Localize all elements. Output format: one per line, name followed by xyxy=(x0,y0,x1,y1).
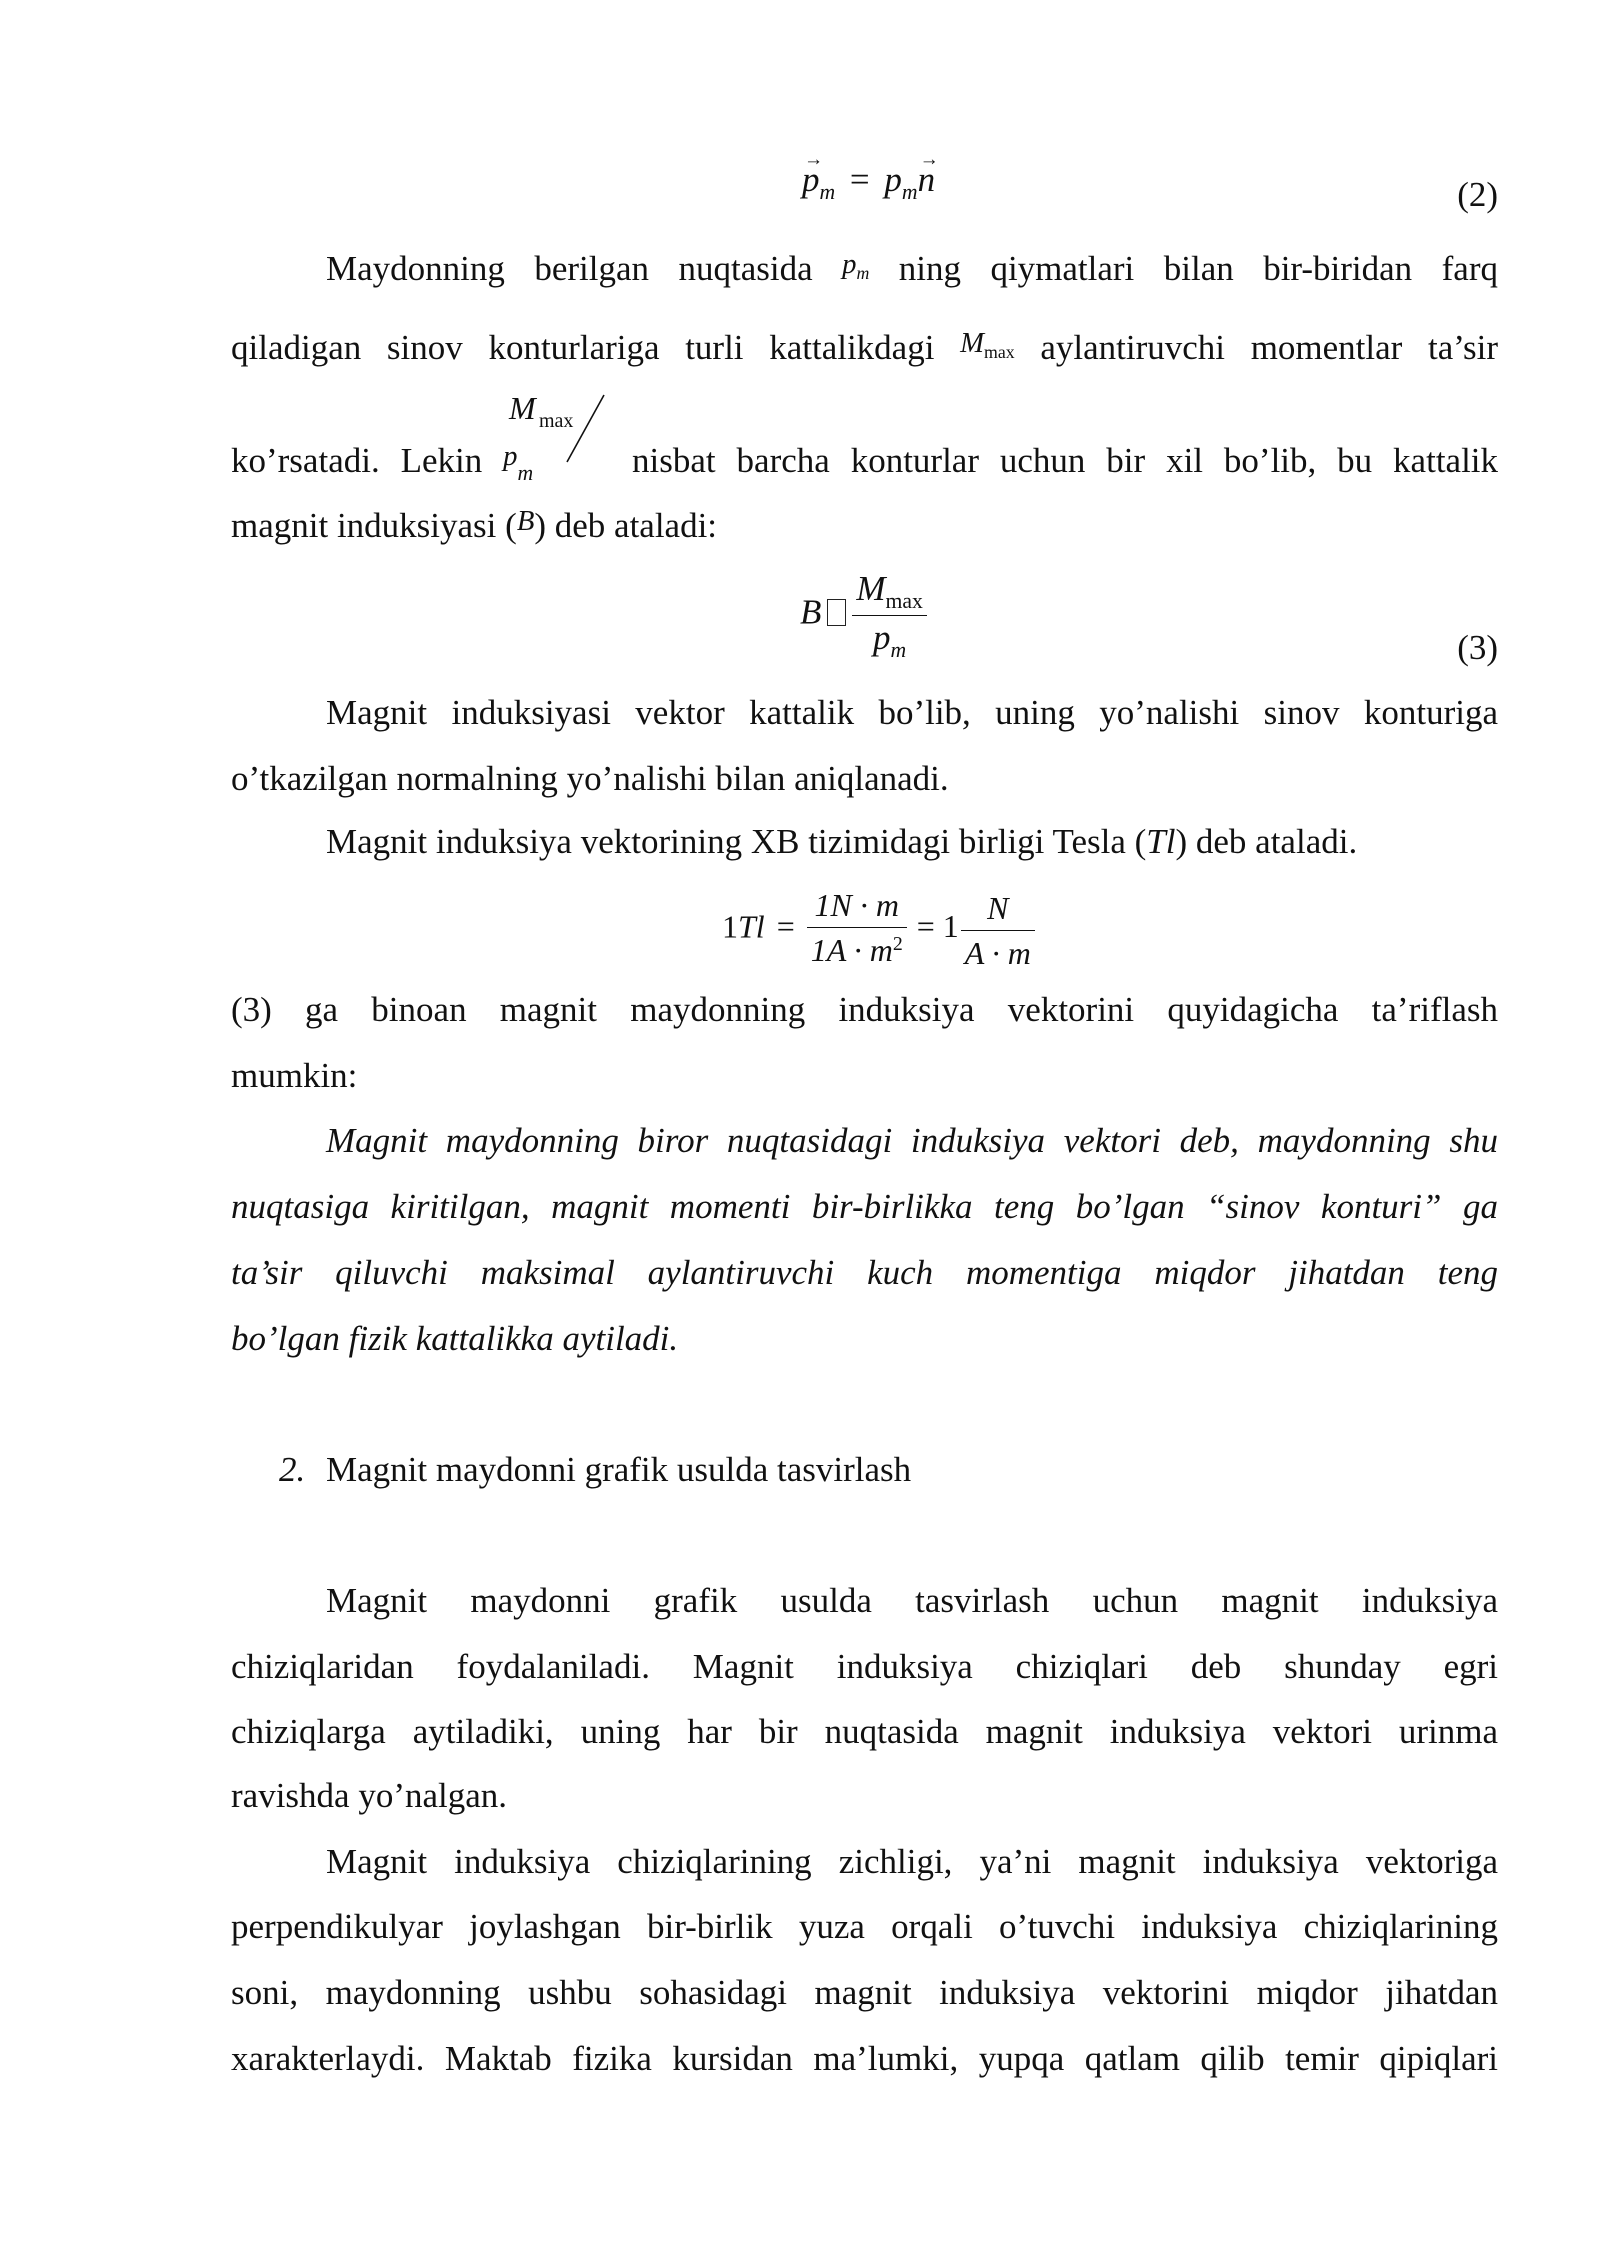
paragraph-line xyxy=(231,324,1498,372)
symbol-mmax: Mmax xyxy=(960,326,1015,363)
fraction: $\frac{1N \cdot m}{1A \cdot m^2}$ xyxy=(807,883,907,977)
paragraph-line: mumkin: xyxy=(231,1056,358,1095)
paragraph-line xyxy=(326,818,1593,866)
paragraph-line: Magnit induksiya chiziqlarining zichligi, ya’ni magnit induksiya vektoriga xyxy=(326,1842,1498,1881)
text: ) deb ataladi: xyxy=(534,506,718,545)
frac-denominator: $^p_m$ xyxy=(503,439,534,485)
paragraph-line xyxy=(326,245,1498,293)
text: ko’rsatadi. Lekin xyxy=(231,441,483,480)
fraction: $\frac{N}{A \cdot m}$ xyxy=(961,886,1035,975)
unit-tl: Tl xyxy=(1146,822,1176,861)
unit-tl: Tl xyxy=(738,908,765,945)
equation-tesla xyxy=(722,883,1035,977)
equation-3 xyxy=(800,567,927,664)
paragraph-line: o’tkazilgan normalning yo’nalishi bilan aniqlanadi. xyxy=(231,759,949,798)
symbol-b: B xyxy=(516,504,535,537)
definition-line: Magnit maydonning biror nuqtasidagi induksiya vektori deb, maydonning shu xyxy=(326,1121,1498,1160)
section-heading xyxy=(279,1446,1546,1494)
paragraph-line: xarakterlaydi. Maktab fizika kursidan ma’lumki, yupqa qatlam qilib temir qipiqlari xyxy=(231,2039,1498,2078)
text: 1 xyxy=(722,908,738,945)
vector-n: → n xyxy=(918,158,936,202)
equals-sign: = xyxy=(776,908,795,945)
scalar-p: p xyxy=(884,160,902,199)
text: qiladigan sinov konturlariga turli kattalikdagi xyxy=(231,328,935,367)
missing-glyph-box xyxy=(827,599,846,626)
paragraph-line: chiziqlarga aytiladiki, uning har bir nuqtasida magnit induksiya vektori urinma xyxy=(231,1712,1498,1751)
paragraph-line: Magnit induksiyasi vektor kattalik bo’lib, uning yo’nalishi sinov konturiga xyxy=(326,693,1498,732)
text: nisbat barcha konturlar uchun bir xil bo’lib, bu kattalik xyxy=(632,441,1499,480)
symbol-pm: pm xyxy=(842,247,870,284)
definition-line: bo’lgan fizik kattalikka aytiladi. xyxy=(231,1319,679,1358)
definition-line: ta’sir qiluvchi maksimal aylantiruvchi kuch momentiga miqdor jihatdan teng xyxy=(231,1253,1498,1292)
paragraph-line xyxy=(231,437,1498,485)
paragraph-line: Magnit maydonni grafik usulda tasvirlash uchun magnit induksiya xyxy=(326,1581,1498,1620)
frac-numerator-sub: max xyxy=(539,410,574,432)
paragraph-line: (3) ga binoan magnit maydonning induksiya vektorini quyidagicha ta’riflash xyxy=(231,990,1498,1029)
text: aylantiruvchi momentlar ta’sir xyxy=(1040,328,1498,367)
subscript-m: m xyxy=(819,179,836,204)
fraction: $\frac{M_{max}}{p_m}$ xyxy=(852,567,927,664)
paragraph-line xyxy=(231,502,1498,550)
vector-p: → p xyxy=(802,158,820,202)
text: ning qiymatlari bilan bir-biridan farq xyxy=(898,249,1498,288)
section-title: Magnit maydonni grafik usulda tasvirlash xyxy=(326,1450,912,1489)
paragraph-line: perpendikulyar joylashgan bir-birlik yuza orqali o’tuvchi induksiya chiziqlarining xyxy=(231,1907,1498,1946)
paragraph-line: soni, maydonning ushbu sohasidagi magnit induksiya vektorini miqdor jihatdan xyxy=(231,1973,1498,2012)
frac-numerator: M xyxy=(509,390,536,426)
paragraph-line: chiziqlaridan foydalaniladi. Magnit induksiya chiziqlari deb shunday egri xyxy=(231,1647,1498,1686)
equation-number: (3) xyxy=(1457,628,1498,667)
text: magnit induksiyasi ( xyxy=(231,506,517,545)
section-number: 2. xyxy=(279,1450,306,1489)
paragraph-line: ravishda yo’nalgan. xyxy=(231,1776,508,1815)
text: Maydonning berilgan nuqtasida xyxy=(326,249,813,288)
subscript-m: m xyxy=(901,179,918,204)
equals-sign: = 1 xyxy=(916,908,959,945)
symbol-b: B xyxy=(800,592,822,632)
definition-line: nuqtasiga kiritilgan, magnit momenti bir-birlikka teng bo’lgan “sinov konturi” ga xyxy=(231,1187,1498,1226)
equation-2 xyxy=(802,158,935,206)
equals-sign: = xyxy=(849,160,870,199)
text: ) deb ataladi. xyxy=(1175,822,1358,861)
equation-number: (2) xyxy=(1457,175,1498,214)
text: Magnit induksiya vektorining XB tizimidagi birligi Tesla ( xyxy=(326,822,1147,861)
